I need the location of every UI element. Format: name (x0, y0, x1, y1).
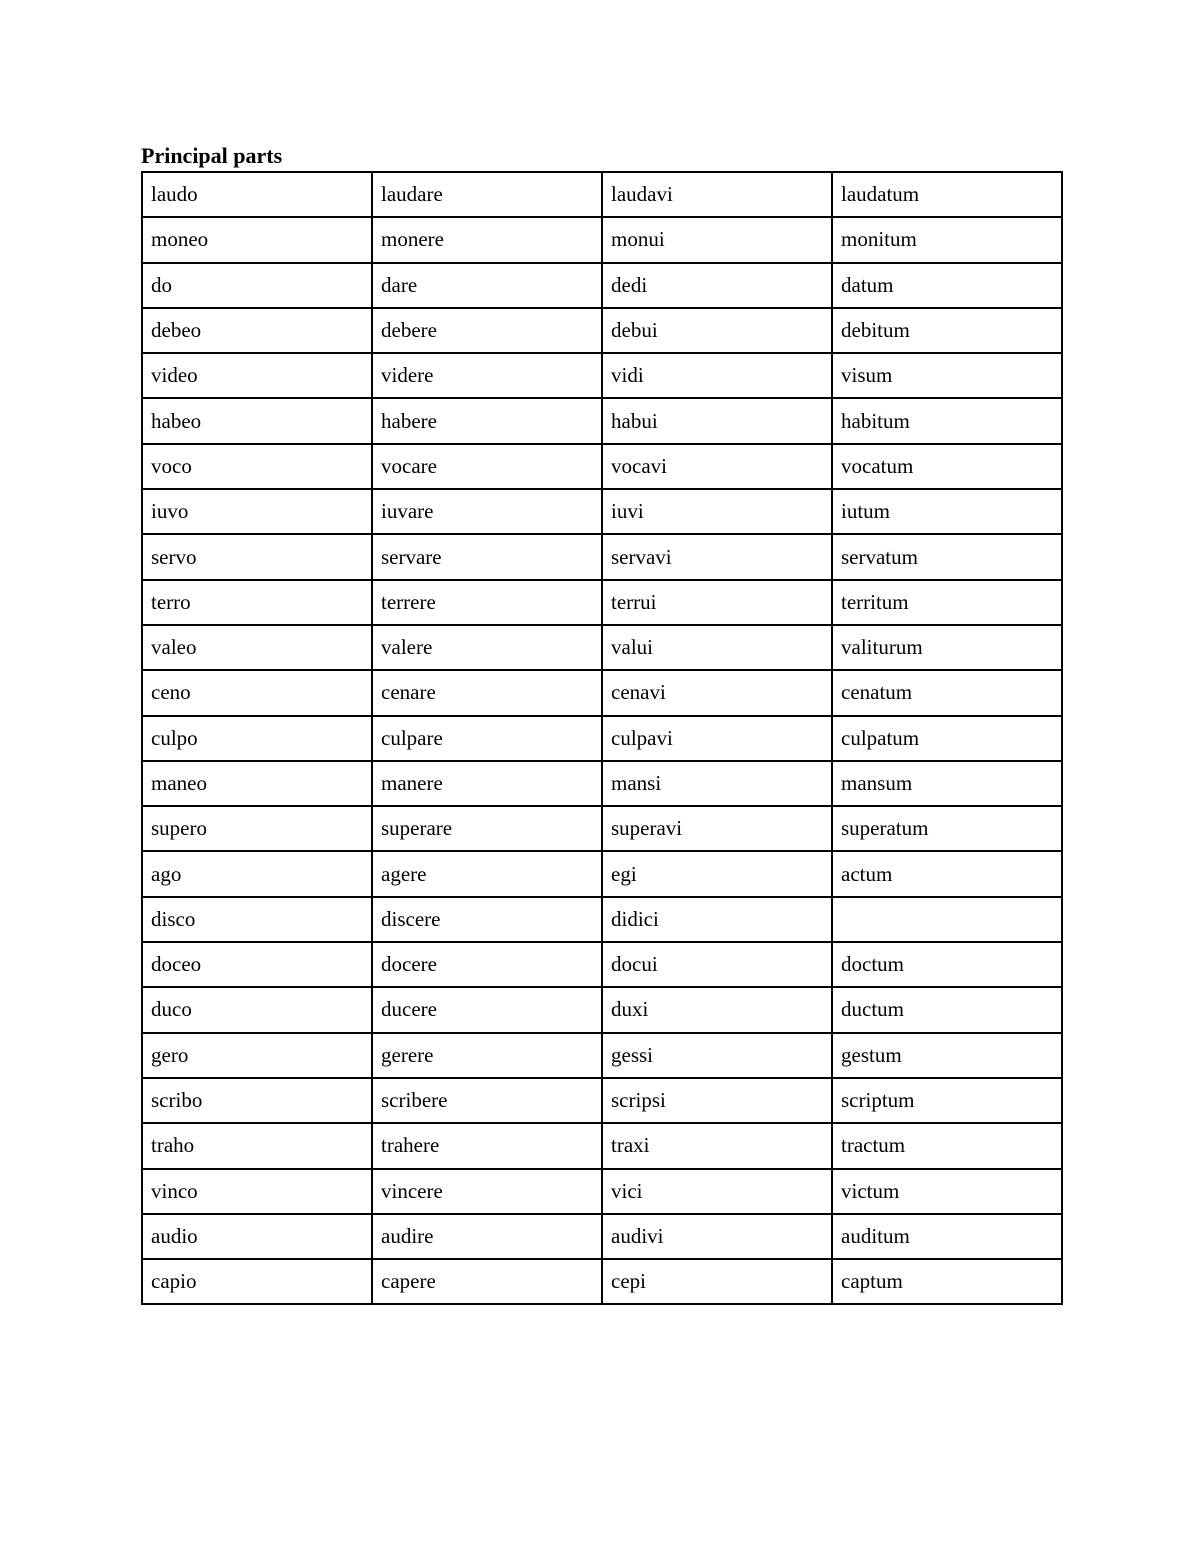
cell-infinitive: iuvare (372, 489, 602, 534)
table-row (142, 1259, 1062, 1304)
cell-present: ceno (142, 670, 372, 715)
cell-present: servo (142, 534, 372, 579)
cell-supine: cenatum (832, 670, 1062, 715)
cell-perfect: vocavi (602, 444, 832, 489)
cell-supine: tractum (832, 1123, 1062, 1168)
table-row (142, 851, 1062, 896)
cell-perfect: traxi (602, 1123, 832, 1168)
cell-perfect: duxi (602, 987, 832, 1032)
cell-infinitive: gerere (372, 1033, 602, 1078)
cell-infinitive: vincere (372, 1169, 602, 1214)
cell-perfect: docui (602, 942, 832, 987)
cell-supine: visum (832, 353, 1062, 398)
cell-perfect: vidi (602, 353, 832, 398)
cell-perfect: culpavi (602, 716, 832, 761)
cell-perfect: valui (602, 625, 832, 670)
cell-infinitive: docere (372, 942, 602, 987)
table-row (142, 398, 1062, 443)
cell-present: do (142, 263, 372, 308)
cell-present: audio (142, 1214, 372, 1259)
cell-present: habeo (142, 398, 372, 443)
table-row (142, 942, 1062, 987)
cell-supine: territum (832, 580, 1062, 625)
cell-supine: superatum (832, 806, 1062, 851)
table-row (142, 1214, 1062, 1259)
cell-infinitive: discere (372, 897, 602, 942)
table-row (142, 1169, 1062, 1214)
cell-present: traho (142, 1123, 372, 1168)
cell-present: iuvo (142, 489, 372, 534)
cell-infinitive: laudare (372, 172, 602, 217)
cell-present: video (142, 353, 372, 398)
table-row (142, 353, 1062, 398)
principal-parts-table (141, 171, 1063, 1305)
cell-present: ago (142, 851, 372, 896)
cell-supine: culpatum (832, 716, 1062, 761)
cell-supine: valiturum (832, 625, 1062, 670)
cell-perfect: monui (602, 217, 832, 262)
cell-present: valeo (142, 625, 372, 670)
cell-present: voco (142, 444, 372, 489)
cell-present: vinco (142, 1169, 372, 1214)
cell-infinitive: scribere (372, 1078, 602, 1123)
cell-supine: vocatum (832, 444, 1062, 489)
cell-perfect: laudavi (602, 172, 832, 217)
table-row (142, 761, 1062, 806)
cell-supine: laudatum (832, 172, 1062, 217)
cell-present: culpo (142, 716, 372, 761)
cell-present: supero (142, 806, 372, 851)
cell-present: scribo (142, 1078, 372, 1123)
table-row (142, 534, 1062, 579)
cell-perfect: cepi (602, 1259, 832, 1304)
cell-supine: scriptum (832, 1078, 1062, 1123)
cell-perfect: cenavi (602, 670, 832, 715)
cell-infinitive: culpare (372, 716, 602, 761)
cell-infinitive: terrere (372, 580, 602, 625)
cell-perfect: mansi (602, 761, 832, 806)
table-row (142, 987, 1062, 1032)
cell-supine (832, 897, 1062, 942)
cell-perfect: scripsi (602, 1078, 832, 1123)
cell-present: maneo (142, 761, 372, 806)
cell-infinitive: audire (372, 1214, 602, 1259)
cell-perfect: superavi (602, 806, 832, 851)
cell-perfect: servavi (602, 534, 832, 579)
cell-perfect: didici (602, 897, 832, 942)
cell-infinitive: dare (372, 263, 602, 308)
cell-perfect: iuvi (602, 489, 832, 534)
table-row (142, 625, 1062, 670)
table-row (142, 1123, 1062, 1168)
cell-present: debeo (142, 308, 372, 353)
cell-present: terro (142, 580, 372, 625)
table-row (142, 716, 1062, 761)
principal-parts-table-body (142, 172, 1062, 1304)
cell-perfect: vici (602, 1169, 832, 1214)
cell-supine: actum (832, 851, 1062, 896)
table-row (142, 263, 1062, 308)
cell-supine: ductum (832, 987, 1062, 1032)
cell-infinitive: servare (372, 534, 602, 579)
cell-supine: auditum (832, 1214, 1062, 1259)
cell-supine: gestum (832, 1033, 1062, 1078)
table-row (142, 580, 1062, 625)
cell-perfect: terrui (602, 580, 832, 625)
cell-supine: datum (832, 263, 1062, 308)
cell-supine: debitum (832, 308, 1062, 353)
cell-supine: doctum (832, 942, 1062, 987)
table-row (142, 489, 1062, 534)
cell-infinitive: ducere (372, 987, 602, 1032)
table-row (142, 172, 1062, 217)
cell-infinitive: capere (372, 1259, 602, 1304)
cell-supine: iutum (832, 489, 1062, 534)
cell-infinitive: debere (372, 308, 602, 353)
table-row (142, 670, 1062, 715)
cell-perfect: audivi (602, 1214, 832, 1259)
cell-infinitive: cenare (372, 670, 602, 715)
table-row (142, 1033, 1062, 1078)
cell-perfect: egi (602, 851, 832, 896)
cell-supine: servatum (832, 534, 1062, 579)
cell-infinitive: monere (372, 217, 602, 262)
cell-perfect: dedi (602, 263, 832, 308)
cell-perfect: debui (602, 308, 832, 353)
cell-infinitive: vocare (372, 444, 602, 489)
table-row (142, 217, 1062, 262)
cell-supine: captum (832, 1259, 1062, 1304)
cell-present: gero (142, 1033, 372, 1078)
cell-supine: victum (832, 1169, 1062, 1214)
cell-supine: monitum (832, 217, 1062, 262)
table-row (142, 1078, 1062, 1123)
cell-present: moneo (142, 217, 372, 262)
table-row (142, 444, 1062, 489)
cell-present: disco (142, 897, 372, 942)
cell-present: duco (142, 987, 372, 1032)
cell-infinitive: trahere (372, 1123, 602, 1168)
cell-infinitive: superare (372, 806, 602, 851)
table-row (142, 897, 1062, 942)
table-row (142, 806, 1062, 851)
cell-supine: mansum (832, 761, 1062, 806)
cell-present: laudo (142, 172, 372, 217)
cell-infinitive: valere (372, 625, 602, 670)
cell-infinitive: habere (372, 398, 602, 443)
cell-present: capio (142, 1259, 372, 1304)
cell-perfect: gessi (602, 1033, 832, 1078)
cell-supine: habitum (832, 398, 1062, 443)
cell-infinitive: videre (372, 353, 602, 398)
table-row (142, 308, 1062, 353)
page-title: Principal parts (141, 143, 283, 168)
cell-infinitive: manere (372, 761, 602, 806)
cell-present: doceo (142, 942, 372, 987)
cell-perfect: habui (602, 398, 832, 443)
cell-infinitive: agere (372, 851, 602, 896)
